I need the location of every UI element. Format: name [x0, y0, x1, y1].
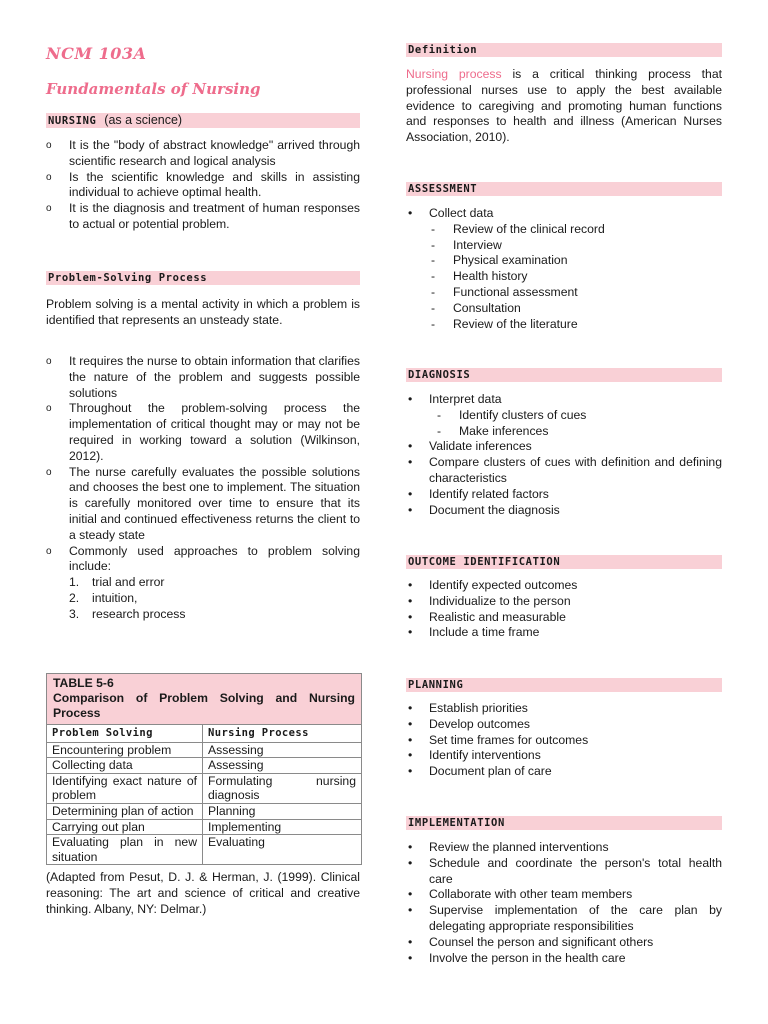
list-item: • Involve the person in the health care — [406, 951, 722, 967]
col-header-nursing-process: Nursing Process — [203, 725, 362, 743]
list-item: • Identify expected outcomes — [406, 578, 722, 594]
table-cell: Encountering problem — [47, 742, 203, 758]
diagnosis-list — [406, 392, 722, 518]
table-row — [47, 819, 361, 835]
outcome-heading: OUTCOME IDENTIFICATION — [406, 555, 722, 569]
list-item: o It is the diagnosis and treatment of human responses to actual or potential problem. — [46, 201, 360, 233]
table-row — [47, 758, 361, 774]
list-item: o The nurse carefully evaluates the possible solutions and chooses the best one to implement. The situation is carefully monitored over time to ensure that its initial and continued effectiveness returns the client to a steady state — [46, 465, 360, 544]
col-header-problem-solving: Problem Solving — [47, 725, 203, 743]
assessment-heading: ASSESSMENT — [406, 182, 722, 196]
table-row — [47, 773, 361, 803]
nursing-list — [46, 138, 360, 233]
table-cell: Collecting data — [47, 758, 203, 774]
list-item: • Counsel the person and significant others — [406, 935, 722, 951]
list-item: • Review the planned interventions — [406, 840, 722, 856]
table-column-headers — [47, 725, 361, 743]
list-item: • Identify interventions — [406, 748, 722, 764]
table-row — [47, 835, 361, 865]
table-cell: Assessing — [203, 742, 362, 758]
definition-text — [406, 67, 722, 146]
problem-solving-heading: Problem-Solving Process — [46, 271, 360, 285]
item-label: research process — [92, 606, 186, 621]
list-item: • Schedule and coordinate the person's total health care — [406, 856, 722, 888]
course-title: NCM 103A — [46, 44, 147, 63]
diagnosis-heading: DIAGNOSIS — [406, 368, 722, 382]
table-cell: Implementing — [203, 819, 362, 835]
approaches-list — [46, 575, 360, 622]
list-item: - Identify clusters of cues — [435, 408, 722, 424]
list-item: - Physical examination — [429, 253, 722, 269]
nursing-subheading: (as a science) — [104, 113, 183, 127]
table-cell: Identifying exact nature of problem — [47, 773, 203, 803]
list-item: • Set time frames for outcomes — [406, 733, 722, 749]
table-cell: Assessing — [203, 758, 362, 774]
list-item: • Include a time frame — [406, 625, 722, 641]
item-label: Interpret data — [429, 392, 502, 406]
planning-list — [406, 701, 722, 780]
item-number: 2. — [69, 590, 80, 605]
problem-solving-list — [46, 354, 360, 623]
list-item — [406, 392, 722, 439]
item-number: 3. — [69, 606, 80, 621]
list-item — [406, 206, 722, 332]
list-item: o It is the "body of abstract knowledge" arrived through scientific research and logical analysis — [46, 138, 360, 170]
list-item: - Consultation — [429, 301, 722, 317]
list-item: • Compare clusters of cues with definition and defining characteristics — [406, 455, 722, 487]
list-item: • Identify related factors — [406, 487, 722, 503]
item-number: 1. — [69, 575, 80, 590]
list-item: - Review of the literature — [429, 317, 722, 333]
table-row — [47, 742, 361, 758]
outcome-list — [406, 578, 722, 641]
implementation-heading: IMPLEMENTATION — [406, 816, 722, 830]
definition-term: Nursing process — [406, 67, 502, 81]
list-item: o Throughout the problem-solving process the implementation of critical thought may or may not be required in working toward a solution (Wilkinson, 2012). — [46, 401, 360, 464]
comparison-table — [46, 673, 362, 865]
implementation-list — [406, 840, 722, 966]
problem-solving-intro: Problem solving is a mental activity in which a problem is identified that represents an unsteady state. — [46, 297, 360, 327]
definition-body: is a critical thinking process that professional nurses use to apply the best available evidence to caregiving and promoting human functions and responses to health and illness (American Nurses Association, 2010). — [406, 67, 722, 145]
list-item: - Interview — [429, 238, 722, 254]
list-item: • Document the diagnosis — [406, 503, 722, 519]
list-item: • Supervise implementation of the care plan by delegating appropriate responsibilities — [406, 903, 722, 935]
definition-heading: Definition — [406, 43, 722, 57]
table-cell: Planning — [203, 803, 362, 819]
table-header — [47, 674, 361, 724]
table-cell: Carrying out plan — [47, 819, 203, 835]
list-item: • Individualize to the person — [406, 594, 722, 610]
planning-heading: PLANNING — [406, 678, 722, 692]
assessment-sublist — [429, 222, 722, 333]
table-title: Comparison of Problem Solving and Nursing Process — [53, 691, 355, 720]
list-item — [46, 591, 360, 607]
list-item: • Develop outcomes — [406, 717, 722, 733]
subject-title: Fundamentals of Nursing — [46, 80, 261, 98]
table-cell: Formulating nursing diagnosis — [203, 773, 362, 803]
table-row — [47, 803, 361, 819]
item-label: intuition, — [92, 590, 138, 605]
table-cell: Evaluating — [203, 835, 362, 865]
list-item: • Realistic and measurable — [406, 610, 722, 626]
table-cell: Evaluating plan in new situation — [47, 835, 203, 865]
list-item: o It requires the nurse to obtain information that clarifies the nature of the problem and suggests possible solutions — [46, 354, 360, 401]
list-item: - Health history — [429, 269, 722, 285]
list-item: o Is the scientific knowledge and skills in assisting individual to achieve optimal health. — [46, 170, 360, 202]
nursing-heading-bar — [46, 113, 360, 128]
list-item: • Establish priorities — [406, 701, 722, 717]
table-number: TABLE 5-6 — [53, 676, 114, 690]
list-item: • Collaborate with other team members — [406, 887, 722, 903]
diagnosis-sublist — [429, 408, 722, 440]
list-item — [46, 607, 360, 623]
list-item: - Review of the clinical record — [429, 222, 722, 238]
item-label: trial and error — [92, 575, 165, 590]
table-citation: (Adapted from Pesut, D. J. & Herman, J. (1999). Clinical reasoning: The art and science of critical and creative thinking. Albany, NY: Delmar.) — [46, 870, 360, 916]
table-cell: Determining plan of action — [47, 803, 203, 819]
list-item: • Document plan of care — [406, 764, 722, 780]
list-item: - Functional assessment — [429, 285, 722, 301]
list-item: o Commonly used approaches to problem solving include: — [46, 544, 360, 576]
nursing-heading: NURSING — [48, 115, 97, 127]
table-grid — [47, 724, 361, 864]
list-item: - Make inferences — [435, 424, 722, 440]
list-item — [46, 575, 360, 591]
item-label: Collect data — [429, 206, 494, 220]
assessment-list — [406, 206, 722, 332]
list-item: • Validate inferences — [406, 439, 722, 455]
